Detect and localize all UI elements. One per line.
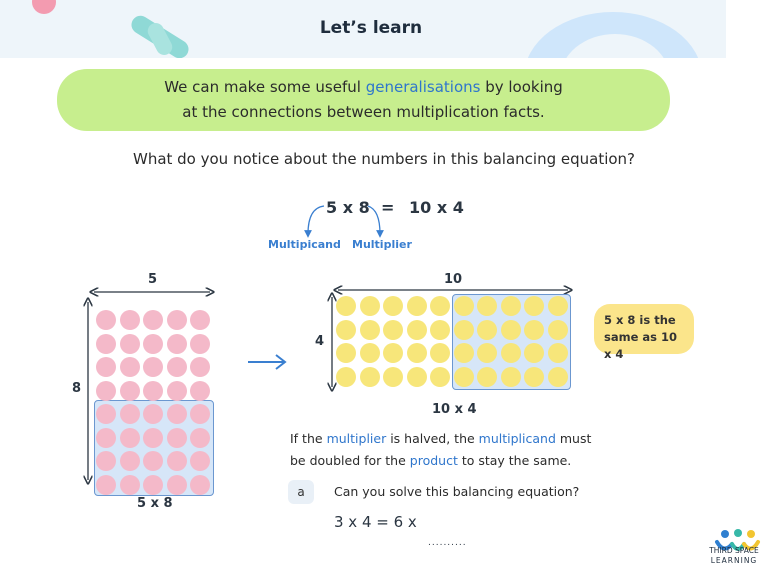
- explanation-text: [290, 428, 620, 472]
- transform-arrow-icon: [246, 352, 290, 372]
- task-prompt: Can you solve this balancing equation?: [334, 484, 580, 499]
- explanation-line-2: [290, 450, 620, 472]
- left-height-label: 8: [72, 381, 82, 396]
- page-title: Let’s learn: [319, 18, 423, 38]
- logo-text: [700, 546, 768, 566]
- pink-counter: [143, 428, 163, 448]
- yellow-counter: [430, 367, 450, 387]
- pink-counter: [143, 381, 163, 401]
- pink-counter: [167, 475, 187, 495]
- pink-counter: [120, 428, 140, 448]
- pink-counter: [143, 310, 163, 330]
- equation-equals: =: [381, 198, 395, 217]
- banner-highlight: generalisations: [365, 78, 481, 96]
- pink-counter: [143, 357, 163, 377]
- pink-counter: [96, 475, 116, 495]
- multiplier-arrow: [368, 206, 380, 234]
- left-array: [94, 308, 214, 498]
- task-badge: a: [288, 480, 314, 504]
- pink-counter: [167, 334, 187, 354]
- pink-counter: [190, 310, 210, 330]
- multiplicand-label: Multipicand: [268, 238, 341, 251]
- yellow-counter: [336, 296, 356, 316]
- pink-counter: [143, 475, 163, 495]
- yellow-counter: [548, 320, 568, 340]
- decoration-circle: [32, 0, 56, 14]
- right-array-caption: 10 x 4: [432, 402, 477, 417]
- pink-counter: [167, 357, 187, 377]
- yellow-counter: [383, 296, 403, 316]
- keyword-multiplicand: multiplicand: [478, 431, 556, 446]
- equation-arrows: [296, 200, 396, 242]
- keyword-product: product: [409, 453, 458, 468]
- yellow-counter: [430, 320, 450, 340]
- pink-counter: [190, 475, 210, 495]
- callout-line-1: 5 x 8 is the: [604, 313, 676, 327]
- yellow-counter: [524, 367, 544, 387]
- pink-counter: [120, 381, 140, 401]
- multiplicand-arrow: [308, 206, 324, 234]
- keyword-multiplier: multiplier: [326, 431, 387, 446]
- yellow-counter: [454, 367, 474, 387]
- banner-line-1: [57, 75, 670, 100]
- explanation-span: If the: [290, 431, 327, 446]
- yellow-counter: [383, 320, 403, 340]
- question-text: What do you notice about the numbers in this balancing equation?: [132, 150, 636, 168]
- yellow-counter: [548, 296, 568, 316]
- yellow-counter: [524, 296, 544, 316]
- yellow-counter: [501, 320, 521, 340]
- pink-counter: [96, 428, 116, 448]
- pink-counter: [96, 404, 116, 424]
- pink-counter: [120, 404, 140, 424]
- pink-counter: [143, 451, 163, 471]
- right-array: [336, 296, 570, 390]
- left-width-label: 5: [148, 272, 158, 287]
- logo-line-1: THIRD SPACE: [709, 546, 759, 555]
- pink-counter: [190, 381, 210, 401]
- yellow-counter: [454, 320, 474, 340]
- yellow-counter: [407, 296, 427, 316]
- yellow-counter: [501, 343, 521, 363]
- yellow-counter: [407, 320, 427, 340]
- yellow-counter: [524, 343, 544, 363]
- pink-counter: [120, 475, 140, 495]
- pink-counter: [96, 334, 116, 354]
- explanation-span: must: [555, 431, 592, 446]
- right-width-label: 10: [444, 272, 463, 287]
- left-array-caption: 5 x 8: [137, 496, 173, 511]
- yellow-counter: [454, 343, 474, 363]
- pink-counter: [190, 357, 210, 377]
- pink-counter: [167, 404, 187, 424]
- pink-counter: [167, 310, 187, 330]
- yellow-counter: [407, 367, 427, 387]
- callout-bubble: [594, 304, 694, 361]
- pink-counter: [96, 357, 116, 377]
- yellow-counter: [501, 296, 521, 316]
- pink-counter: [167, 428, 187, 448]
- task-answer-blank[interactable]: ..........: [428, 538, 467, 548]
- pink-counter: [167, 381, 187, 401]
- equation-right: 10 x 4: [409, 198, 464, 217]
- callout-line-2: same as 10 x 4: [604, 330, 678, 361]
- yellow-counter: [383, 367, 403, 387]
- pink-counter: [96, 310, 116, 330]
- yellow-counter: [501, 367, 521, 387]
- right-height-label: 4: [315, 334, 325, 349]
- logo-line-2: LEARNING: [710, 556, 758, 565]
- yellow-counter: [477, 320, 497, 340]
- yellow-counter: [548, 343, 568, 363]
- yellow-counter: [548, 367, 568, 387]
- yellow-counter: [360, 320, 380, 340]
- pink-counter: [190, 334, 210, 354]
- explanation-span: to stay the same.: [457, 453, 572, 468]
- yellow-counter: [477, 367, 497, 387]
- yellow-counter: [430, 343, 450, 363]
- banner-line-2: at the connections between multiplication facts.: [182, 103, 545, 121]
- banner-text: We can make some useful: [164, 78, 366, 96]
- explanation-span: be doubled for the: [290, 453, 410, 468]
- pink-counter: [167, 451, 187, 471]
- task-equation: 3 x 4 = 6 x: [334, 513, 417, 531]
- pink-counter: [190, 404, 210, 424]
- yellow-counter: [336, 343, 356, 363]
- pink-counter: [143, 404, 163, 424]
- equation-left: 5 x 8: [326, 198, 370, 217]
- banner-text: by looking: [480, 78, 563, 96]
- yellow-counter: [477, 296, 497, 316]
- pink-counter: [96, 381, 116, 401]
- yellow-counter: [407, 343, 427, 363]
- yellow-counter: [360, 343, 380, 363]
- explanation-line-1: [290, 428, 620, 450]
- yellow-counter: [430, 296, 450, 316]
- pink-counter: [120, 334, 140, 354]
- pink-counter: [143, 334, 163, 354]
- yellow-counter: [336, 320, 356, 340]
- yellow-counter: [454, 296, 474, 316]
- pink-counter: [120, 451, 140, 471]
- pink-counter: [120, 357, 140, 377]
- pink-counter: [120, 310, 140, 330]
- yellow-counter: [336, 367, 356, 387]
- multiplier-label: Multiplier: [352, 238, 412, 251]
- pink-counter: [190, 451, 210, 471]
- statement-banner: [57, 69, 670, 131]
- yellow-counter: [360, 367, 380, 387]
- yellow-counter: [477, 343, 497, 363]
- yellow-counter: [360, 296, 380, 316]
- pink-counter: [96, 451, 116, 471]
- yellow-counter: [524, 320, 544, 340]
- pink-counter: [190, 428, 210, 448]
- yellow-counter: [383, 343, 403, 363]
- explanation-span: is halved, the: [386, 431, 479, 446]
